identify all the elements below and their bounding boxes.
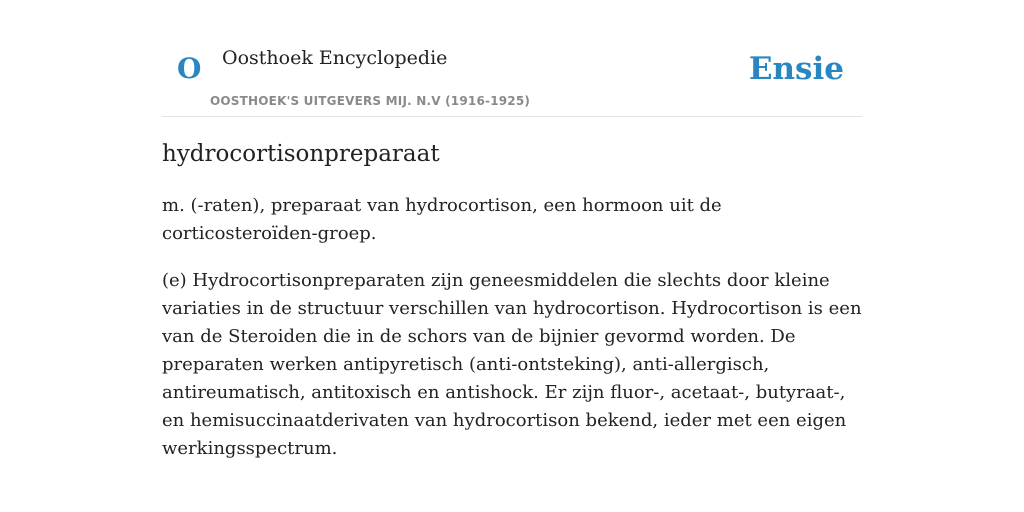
entry-body	[162, 192, 862, 482]
page	[162, 0, 862, 459]
source-publisher: OOSTHOEK'S UITGEVERS MIJ. N.V (1916-1925)	[210, 94, 531, 108]
entry-title: hydrocortisonpreparaat	[162, 141, 440, 167]
entry-paragraph-definition: m. (-raten), preparaat van hydrocortison, een hormoon uit de corticosteroïden-groep.	[162, 195, 722, 244]
source-header	[162, 0, 862, 117]
brand-logo-link[interactable]: Ensie	[748, 51, 844, 87]
source-title-link[interactable]: Oosthoek Encyclopedie	[222, 47, 448, 69]
source-logo-link[interactable]: O	[177, 52, 202, 85]
entry-paragraph-explanation: (e) Hydrocortisonpreparaten zijn geneesmiddelen die slechts door kleine variaties in de structuur verschillen van hydrocortison. Hydrocortison is een van de Steroiden die in de schors van de bijnier gevormd worden. De preparaten werken antipyretisch (anti-ontsteking), anti-allergisch, antireumatisch, antitoxisch en antishock. Er zijn fluor-, acetaat-, butyraat-, en hemisuccinaatderivaten van hydrocortison bekend, ieder met een eigen werkingsspectrum.	[162, 270, 862, 459]
